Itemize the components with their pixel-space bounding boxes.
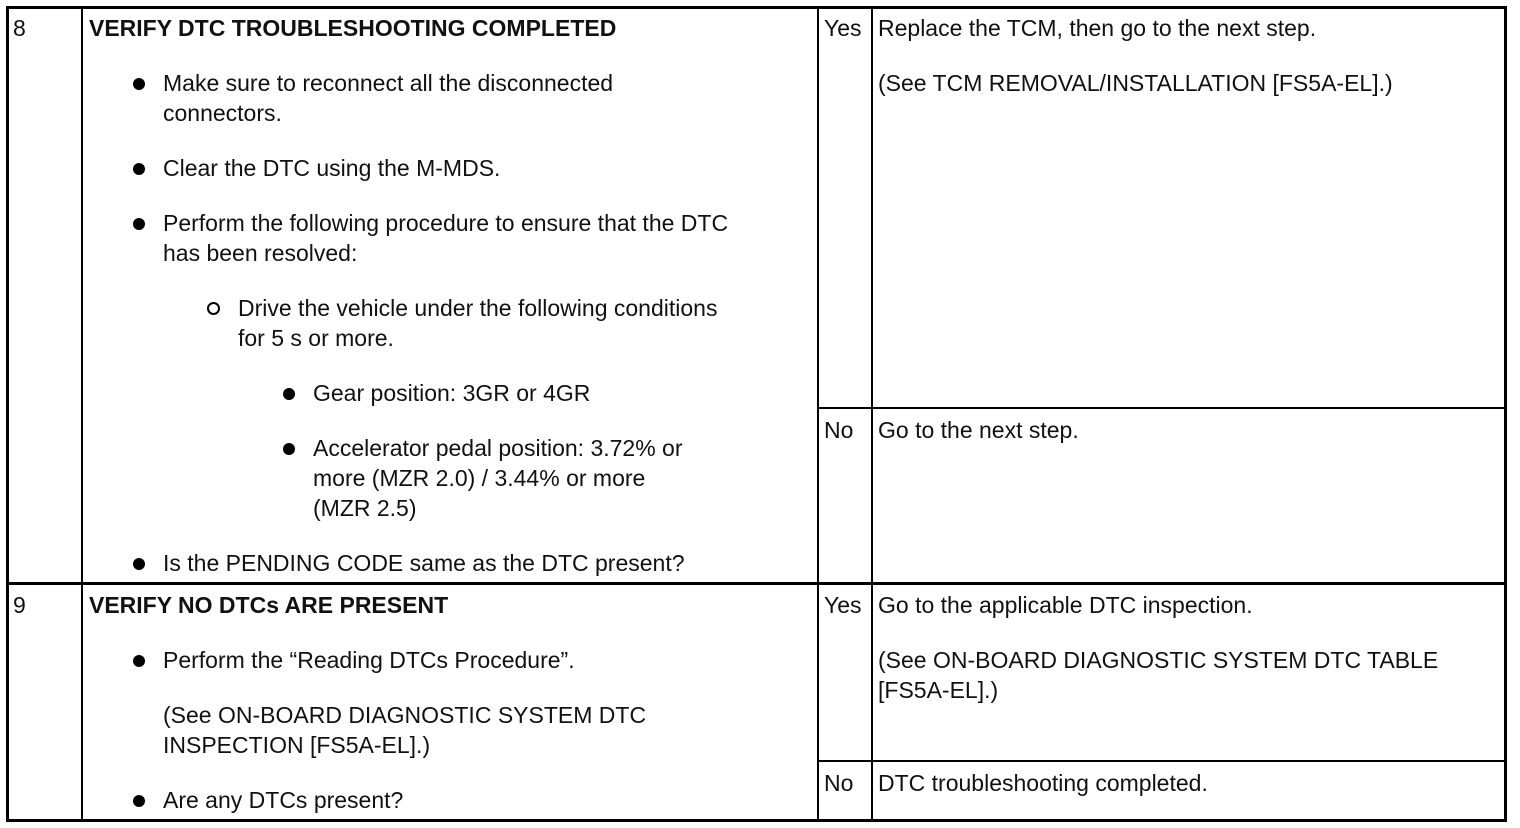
yes-action: Go to the applicable DTC inspection. [878,592,1253,618]
reference-line2: INSPECTION [FS5A-EL].) [163,732,431,758]
row-divider-steps [6,582,1507,585]
column-divider-step [81,6,83,822]
bullet-icon [133,163,145,175]
instruction-clear-dtc: Clear the DTC using the M-MDS. [163,155,501,181]
question-dtcs-present: Are any DTCs present? [163,787,404,813]
row-divider-step9-yes-no [817,760,1507,762]
condition-pedal-line2: more (MZR 2.0) / 3.44% or more [313,465,646,491]
answer-no-label: No [824,417,854,443]
instruction-reconnect-line1: Make sure to reconnect all the disconnected [163,70,614,96]
answer-no-label: No [824,770,854,796]
bullet-icon [283,388,295,400]
no-action: Go to the next step. [878,417,1079,443]
no-action: DTC troubleshooting completed. [878,770,1208,796]
instruction-perform-line1: Perform the following procedure to ensure that the DTC [163,210,729,236]
bullet-icon [133,218,145,230]
condition-gear-position: Gear position: 3GR or 4GR [313,380,591,406]
step-title: VERIFY DTC TROUBLESHOOTING COMPLETED [89,15,617,41]
bullet-icon [133,795,145,807]
step-number: 9 [13,592,26,618]
question-pending-code: Is the PENDING CODE same as the DTC present? [163,550,685,576]
step-title: VERIFY NO DTCs ARE PRESENT [89,592,449,618]
instruction-reconnect-line2: connectors. [163,100,282,126]
yes-reference-line1: (See ON-BOARD DIAGNOSTIC SYSTEM DTC TABLE [878,647,1439,673]
bullet-icon [133,558,145,570]
condition-pedal-line1: Accelerator pedal position: 3.72% or [313,435,683,461]
yes-reference: (See TCM REMOVAL/INSTALLATION [FS5A-EL].) [878,70,1393,96]
bullet-icon [133,78,145,90]
step-number: 8 [13,15,26,41]
answer-yes-label: Yes [824,15,862,41]
condition-pedal-line3: (MZR 2.5) [313,495,417,521]
yes-action: Replace the TCM, then go to the next step. [878,15,1317,41]
reference-line1: (See ON-BOARD DIAGNOSTIC SYSTEM DTC [163,702,647,728]
instruction-drive-line1: Drive the vehicle under the following conditions [238,295,718,321]
answer-yes-label: Yes [824,592,862,618]
bullet-icon [133,655,145,667]
bullet-icon [283,443,295,455]
hollow-bullet-icon [207,302,220,315]
instruction-perform-line2: has been resolved: [163,240,358,266]
instruction-reading-dtcs: Perform the “Reading DTCs Procedure”. [163,647,575,673]
row-divider-step8-yes-no [817,407,1507,409]
column-divider-action [871,6,873,822]
column-divider-answer [817,6,819,822]
instruction-drive-line2: for 5 s or more. [238,325,394,351]
yes-reference-line2: [FS5A-EL].) [878,677,999,703]
